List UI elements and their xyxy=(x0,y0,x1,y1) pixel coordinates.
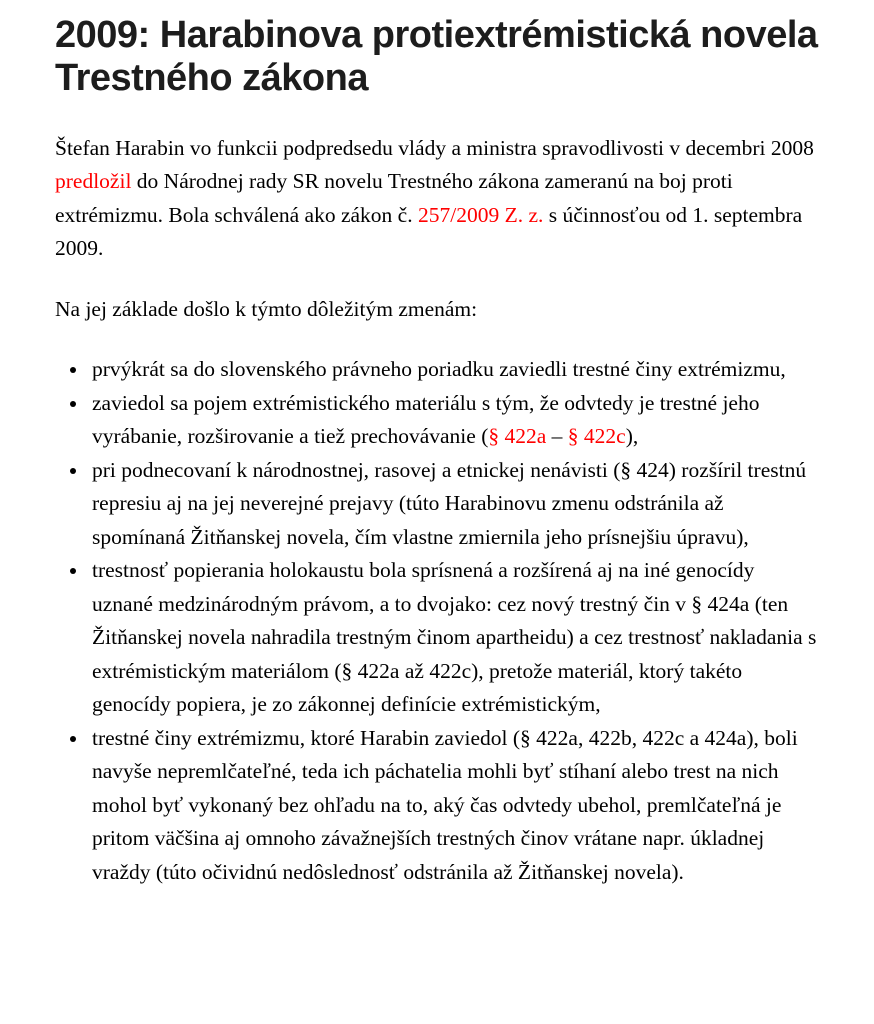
lead-in-paragraph: Na jej základe došlo k týmto dôležitým zmenám: xyxy=(55,296,478,321)
list-item xyxy=(89,722,819,890)
text-run: – xyxy=(546,424,568,449)
intro-paragraph xyxy=(55,132,819,266)
changes-list xyxy=(55,353,819,889)
text-run: s účinnosťou od 1. septembra 2009. xyxy=(55,202,803,261)
list-item xyxy=(89,353,819,387)
inline-link[interactable]: § 422a xyxy=(488,424,547,449)
text-run: trestnosť popierania holokaustu bola sprísnená a rozšírená aj na iné genocídy uznané medzinárodným právom, a to dvojako: cez nový trestný čin v § 424a (ten Žitňanskej novela nahradila trestným činom apartheidu) a cez trestnosť nakladania s extrémistickým materiálom (§ 422a až 422c), pretože materiál, ktorý takéto genocídy popiera, je zo zákonnej definície extrémistickým, xyxy=(92,558,817,717)
inline-link[interactable]: predložil xyxy=(55,169,132,194)
page-title: 2009: Harabinova protiextrémistická novela Trestného zákona xyxy=(55,14,818,99)
article xyxy=(55,14,819,889)
text-run: zaviedol sa pojem extrémistického materiálu s tým, že odvtedy je trestné jeho vyrábanie, rozširovanie a tiež prechovávanie ( xyxy=(92,390,760,449)
text-run: pri podnecovaní k národnostnej, rasovej a etnickej nenávisti (§ 424) rozšíril trestnú represiu aj na jej neverejné prejavy (túto Harabinovu zmenu odstránila až spomínaná Žitňanskej novela, čím vlastne zmiernila jeho prísnejšiu úpravu), xyxy=(92,457,807,549)
inline-link[interactable]: § 422c xyxy=(567,424,626,449)
text-run: trestné činy extrémizmu, ktoré Harabin zaviedol (§ 422a, 422b, 422c a 424a), boli navyše nepremlčateľné, teda ich páchatelia mohli byť stíhaní alebo trest na nich mohol byť vykonaný bez ohľadu na to, aký čas odvtedy ubehol, premlčateľná je pritom väčšina aj omnoho závažnejších trestných činov vrátane napr. úkladnej vraždy (túto očividnú nedôslednosť odstránila až Žitňanskej novela). xyxy=(92,725,798,884)
list-item xyxy=(89,387,819,454)
text-run: Štefan Harabin vo funkcii podpredsedu vlády a ministra spravodlivosti v decembri 2008 xyxy=(55,135,814,160)
inline-link[interactable]: 257/2009 Z. z. xyxy=(417,202,544,227)
text-run: prvýkrát sa do slovenského právneho poriadku zaviedli trestné činy extrémizmu, xyxy=(92,357,786,382)
text-run: ), xyxy=(625,424,639,449)
list-item xyxy=(89,554,819,722)
list-item xyxy=(89,454,819,555)
text-run: do Národnej rady SR novelu Trestného zákona zameranú na boj proti extrémizmu. Bola schválená ako zákon č. xyxy=(55,169,733,227)
